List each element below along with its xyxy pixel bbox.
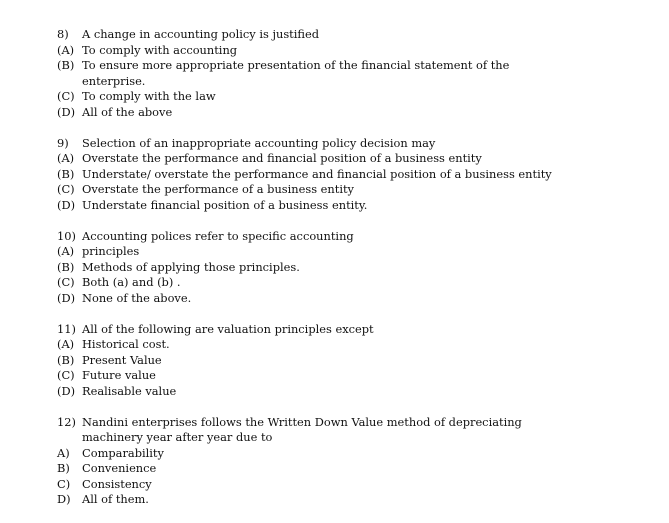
option-label: (B) xyxy=(57,352,75,367)
option-label: (A) xyxy=(57,151,75,165)
option-text: Future value xyxy=(82,368,156,382)
option-label: (C) xyxy=(57,89,75,103)
option-text: Methods of applying those principles. xyxy=(82,259,300,274)
option-label: (C) xyxy=(57,368,75,382)
question-12 xyxy=(57,415,657,508)
option-label: (C) xyxy=(57,275,75,289)
question-number: 12) xyxy=(57,414,76,429)
question-text: All of the following are valuation principles except xyxy=(82,321,374,336)
option-text: To ensure more appropriate presentation of the financial statement of the enterprise. xyxy=(82,58,510,88)
option-text: Present Value xyxy=(82,352,162,367)
option-text: Overstate the performance of a business entity xyxy=(82,182,354,196)
question-8 xyxy=(57,27,657,120)
option-text: Convenience xyxy=(82,461,157,475)
question-number: 9) xyxy=(57,135,69,150)
option-text: principles xyxy=(82,244,140,258)
question-text: Selection of an inappropriate accounting policy decision may xyxy=(82,135,436,150)
option-label: (A) xyxy=(57,42,75,57)
option-label: (A) xyxy=(57,337,75,351)
question-9 xyxy=(57,136,657,214)
option-text: To comply with the law xyxy=(82,89,216,103)
option-text: Historical cost. xyxy=(82,337,170,351)
option-label: C) xyxy=(57,476,71,491)
option-label: (B) xyxy=(57,259,75,274)
option-label: (B) xyxy=(57,58,75,72)
question-number: 10) xyxy=(57,228,76,243)
question-text: A change in accounting policy is justified xyxy=(82,27,320,41)
question-text: Nandini enterprises follows the Written Down Value method of depreciating machinery year after year due to xyxy=(82,414,522,444)
question-number: 8) xyxy=(57,27,69,41)
question-number: 11) xyxy=(57,321,76,336)
option-text: All of the above xyxy=(82,104,173,119)
question-text: Accounting polices refer to specific accounting xyxy=(82,228,354,243)
option-text: Comparability xyxy=(82,445,164,460)
option-text: Understate/ overstate the performance and financial position of a business entity xyxy=(82,166,552,181)
option-text: Consistency xyxy=(82,476,152,491)
option-text: Understate financial position of a business entity. xyxy=(82,197,368,212)
question-11 xyxy=(57,322,657,400)
option-label: B) xyxy=(57,461,70,475)
option-text: None of the above. xyxy=(82,290,192,305)
option-label: (D) xyxy=(57,197,76,212)
option-label: (C) xyxy=(57,182,75,196)
question-document xyxy=(57,27,657,523)
option-label: (D) xyxy=(57,104,76,119)
option-label: (B) xyxy=(57,166,75,181)
option-text: All of them. xyxy=(82,492,149,506)
option-text: Overstate the performance and financial position of a business entity xyxy=(82,151,482,165)
question-10 xyxy=(57,229,657,307)
option-text: Both (a) and (b) . xyxy=(82,275,181,289)
option-text: Realisable value xyxy=(82,383,177,398)
option-label: D) xyxy=(57,492,71,506)
option-label: (A) xyxy=(57,244,75,258)
option-label: (D) xyxy=(57,383,76,398)
option-label: A) xyxy=(57,445,70,460)
option-text: To comply with accounting xyxy=(82,42,238,57)
option-label: (D) xyxy=(57,290,76,305)
